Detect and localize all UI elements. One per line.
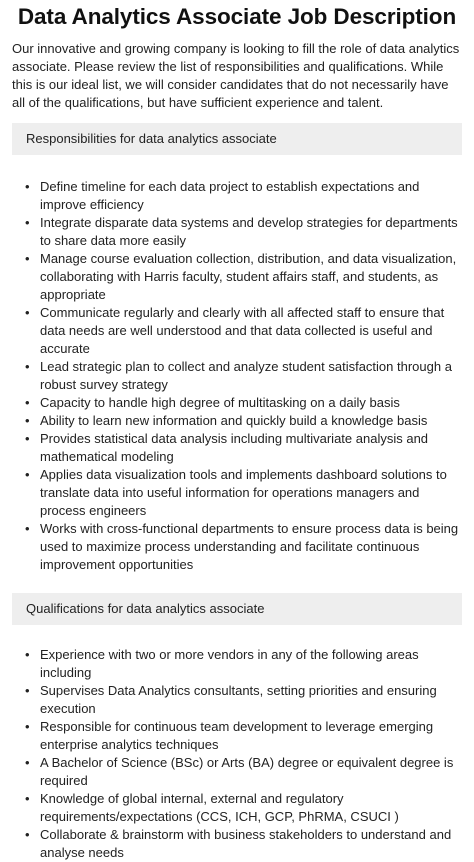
- bullet-icon: •: [25, 215, 30, 230]
- bullet-icon: •: [25, 521, 30, 536]
- list-item: • Applies data visualization tools and implements dashboard solutions to translate data into useful information for operations managers and process engineers: [25, 467, 447, 518]
- list-item: • Manage course evaluation collection, distribution, and data visualization, collaborating with Harris faculty, student affairs staff, and students, as appropriate: [25, 251, 457, 302]
- qualifications-header: Qualifications for data analytics associate: [12, 593, 462, 625]
- bullet-icon: •: [25, 755, 30, 770]
- bullet-icon: •: [25, 395, 30, 410]
- bullet-icon: •: [25, 359, 30, 374]
- page-title: Data Analytics Associate Job Description: [17, 4, 457, 29]
- list-item: • Integrate disparate data systems and develop strategies for departments to share data more easily: [25, 215, 458, 248]
- list-item: • Knowledge of global internal, external and regulatory requirements/expectations (CCS, ICH, GCP, PhRMA, CSUCI ): [25, 791, 399, 824]
- bullet-icon: •: [25, 431, 30, 446]
- bullet-icon: •: [25, 179, 30, 194]
- responsibilities-header: Responsibilities for data analytics associate: [12, 123, 462, 155]
- list-item: • Capacity to handle high degree of multitasking on a daily basis: [25, 395, 400, 410]
- list-item: • A Bachelor of Science (BSc) or Arts (BA) degree or equivalent degree is required: [25, 755, 454, 788]
- bullet-icon: •: [25, 719, 30, 734]
- bullet-icon: •: [25, 827, 30, 842]
- bullet-icon: •: [25, 251, 30, 266]
- qualifications-list: [12, 646, 462, 862]
- list-item: • Provides statistical data analysis including multivariate analysis and mathematical modeling: [25, 431, 429, 464]
- list-item: • Collaborate & brainstorm with business stakeholders to understand and analyse needs: [25, 827, 452, 860]
- intro-paragraph: Our innovative and growing company is looking to fill the role of data analytics associate. Please review the list of responsibilities and qualifications. While this is our ideal list, we will consider candidates that do not necessarily have all of the qualifications, but have sufficient experience and talent.: [12, 41, 460, 110]
- list-item: • Responsible for continuous team development to leverage emerging enterprise analytics techniques: [25, 719, 434, 752]
- list-item: • Works with cross-functional departments to ensure process data is being used to maximize process understanding and facilitate continuous improvement opportunities: [25, 521, 459, 572]
- bullet-icon: •: [25, 467, 30, 482]
- list-item: • Ability to learn new information and quickly build a knowledge basis: [25, 413, 428, 428]
- bullet-icon: •: [25, 683, 30, 698]
- bullet-icon: •: [25, 305, 30, 320]
- list-item: • Supervises Data Analytics consultants, setting priorities and ensuring execution: [25, 683, 437, 716]
- list-item: • Communicate regularly and clearly with all affected staff to ensure that data needs are well understood and that data collected is useful and accurate: [25, 305, 445, 356]
- bullet-icon: •: [25, 413, 30, 428]
- bullet-icon: •: [25, 791, 30, 806]
- list-item: • Define timeline for each data project to establish expectations and improve efficiency: [25, 179, 420, 212]
- list-item: • Experience with two or more vendors in any of the following areas including: [25, 647, 419, 680]
- bullet-icon: •: [25, 647, 30, 662]
- responsibilities-list: [12, 178, 462, 574]
- list-item: • Lead strategic plan to collect and analyze student satisfaction through a robust survey strategy: [25, 359, 452, 392]
